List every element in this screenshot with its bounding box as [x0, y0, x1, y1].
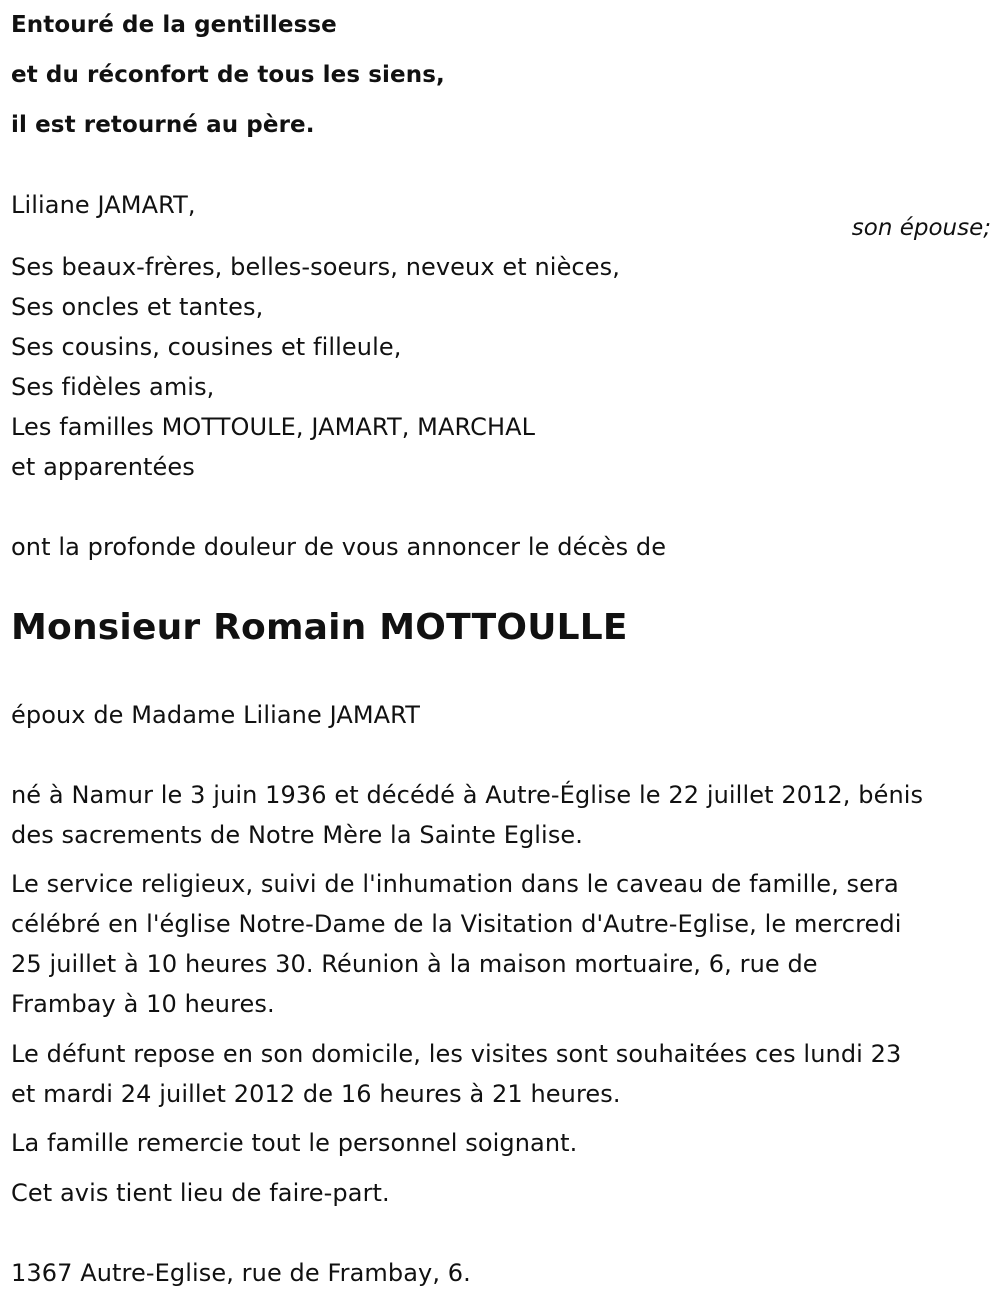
family-line: Ses fidèles amis,: [11, 373, 215, 401]
family-line: Ses beaux-frères, belles-soeurs, neveux et nièces,: [11, 253, 620, 281]
family-line: et apparentées: [11, 453, 195, 481]
address-line: 1367 Autre-Eglise, rue de Frambay, 6.: [11, 1259, 471, 1287]
service-line: 25 juillet à 10 heures 30. Réunion à la maison mortuaire, 6, rue de: [11, 950, 818, 978]
birth-death-line: des sacrements de Notre Mère la Sainte Eglise.: [11, 821, 584, 849]
intro-line: Entouré de la gentillesse: [11, 12, 337, 38]
announcement-text: ont la profonde douleur de vous annoncer le décès de: [11, 533, 667, 561]
deceased-relation: époux de Madame Liliane JAMART: [11, 701, 420, 729]
notice-line: Cet avis tient lieu de faire-part.: [11, 1179, 390, 1207]
intro-line: et du réconfort de tous les siens,: [11, 62, 445, 88]
intro-line: il est retourné au père.: [11, 112, 315, 138]
spouse-role: son épouse;: [851, 215, 991, 241]
visits-line: Le défunt repose en son domicile, les visites sont souhaitées ces lundi 23: [11, 1040, 902, 1068]
service-line: Frambay à 10 heures.: [11, 990, 275, 1018]
deceased-name: Monsieur Romain MOTTOULLE: [11, 607, 628, 648]
family-line: Les familles MOTTOULE, JAMART, MARCHAL: [11, 413, 536, 441]
family-line: Ses oncles et tantes,: [11, 293, 264, 321]
birth-death-line: né à Namur le 3 juin 1936 et décédé à Autre-Église le 22 juillet 2012, bénis: [11, 781, 924, 809]
service-line: célébré en l'église Notre-Dame de la Visitation d'Autre-Eglise, le mercredi: [11, 910, 902, 938]
spouse-name: Liliane JAMART,: [11, 191, 196, 219]
thanks-line: La famille remercie tout le personnel soignant.: [11, 1129, 578, 1157]
family-line: Ses cousins, cousines et filleule,: [11, 333, 402, 361]
visits-line: et mardi 24 juillet 2012 de 16 heures à 21 heures.: [11, 1080, 621, 1108]
service-line: Le service religieux, suivi de l'inhumation dans le caveau de famille, sera: [11, 870, 899, 898]
